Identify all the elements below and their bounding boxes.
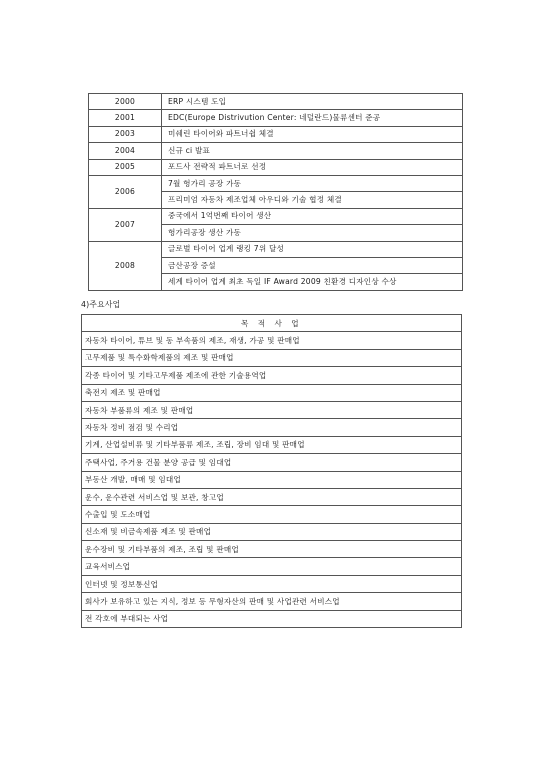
history-row	[89, 143, 463, 159]
business-row	[82, 523, 462, 540]
history-year: 2008	[89, 241, 162, 290]
business-row	[82, 541, 462, 558]
history-event: 프리미엄 자동차 제조업체 아우디와 기술 협정 체결	[162, 192, 463, 208]
business-item: 인터넷 및 정보통신업	[82, 575, 462, 592]
history-event: EDC(Europe Distrivution Center: 네덜란드)물류센터 준공	[162, 110, 463, 126]
business-row	[82, 610, 462, 627]
business-item: 자동차 정비 점검 및 수리업	[82, 419, 462, 436]
business-item: 자동차 타이어, 튜브 및 동 부속품의 제조, 재생, 가공 및 판매업	[82, 332, 462, 349]
business-item: 고무제품 및 특수화학제품의 제조 및 판매업	[82, 349, 462, 366]
section-title-main-business: 4)주요사업	[81, 300, 121, 309]
history-year: 2004	[89, 143, 162, 159]
business-row	[82, 593, 462, 610]
business-row	[82, 384, 462, 401]
business-item: 주택사업, 주거용 건물 분양 공급 및 임대업	[82, 454, 462, 471]
business-item: 수출입 및 도소매업	[82, 506, 462, 523]
history-table-body	[89, 94, 463, 291]
business-row	[82, 488, 462, 505]
history-row	[89, 241, 463, 257]
history-event: 신규 ci 발표	[162, 143, 463, 159]
business-row	[82, 401, 462, 418]
history-row	[89, 110, 463, 126]
history-row	[89, 126, 463, 142]
business-item: 자동차 부품류의 제조 및 판매업	[82, 401, 462, 418]
business-row	[82, 506, 462, 523]
business-item: 신소재 및 비금속제품 제조 및 판매업	[82, 523, 462, 540]
history-year: 2007	[89, 208, 162, 241]
company-history-table	[88, 93, 463, 291]
history-event: 중국에서 1억번째 타이어 생산	[162, 208, 463, 224]
business-item: 운수, 운수관련 서비스업 및 보관, 창고업	[82, 488, 462, 505]
history-year: 2000	[89, 94, 162, 110]
business-item: 회사가 보유하고 있는 지식, 정보 등 무형자산의 판매 및 사업관련 서비스업	[82, 593, 462, 610]
business-item: 교육서비스업	[82, 558, 462, 575]
business-item: 각종 타이어 및 기타고무제품 제조에 관한 기술용역업	[82, 367, 462, 384]
business-table-body	[82, 315, 462, 628]
history-event: 포드사 전략적 파트너로 선정	[162, 159, 463, 175]
history-event: 세계 타이어 업계 최초 독일 IF Award 2009 친환경 디자인상 수상	[162, 274, 463, 290]
history-event: 미쉐린 타이어와 파트너쉽 체결	[162, 126, 463, 142]
history-row	[89, 94, 463, 110]
business-row	[82, 332, 462, 349]
business-row	[82, 419, 462, 436]
history-row	[89, 208, 463, 224]
business-item: 부동산 개발, 매매 및 임대업	[82, 471, 462, 488]
business-row	[82, 349, 462, 366]
history-year: 2003	[89, 126, 162, 142]
business-item: 운수장비 및 기타부품의 제조, 조립 및 판매업	[82, 541, 462, 558]
history-year: 2005	[89, 159, 162, 175]
history-event: 헝가리공장 생산 가동	[162, 225, 463, 241]
business-item: 축전지 제조 및 판매업	[82, 384, 462, 401]
business-row	[82, 558, 462, 575]
business-header-cell: 목 적 사 업	[82, 315, 462, 332]
business-item: 전 각호에 부대되는 사업	[82, 610, 462, 627]
history-event: 글로벌 타이어 업계 랭킹 7위 달성	[162, 241, 463, 257]
history-event: ERP 시스템 도입	[162, 94, 463, 110]
history-year: 2001	[89, 110, 162, 126]
history-row	[89, 175, 463, 191]
business-row	[82, 575, 462, 592]
history-event: 7월 헝가리 공장 가동	[162, 175, 463, 191]
business-row	[82, 454, 462, 471]
history-year: 2006	[89, 175, 162, 208]
business-row	[82, 367, 462, 384]
main-business-table	[81, 314, 462, 628]
business-header-row	[82, 315, 462, 332]
business-item: 기계, 산업설비류 및 기타부품류 제조, 조립, 장비 임대 및 판매업	[82, 436, 462, 453]
business-row	[82, 436, 462, 453]
business-row	[82, 471, 462, 488]
history-row	[89, 159, 463, 175]
history-event: 금산공장 증설	[162, 257, 463, 273]
